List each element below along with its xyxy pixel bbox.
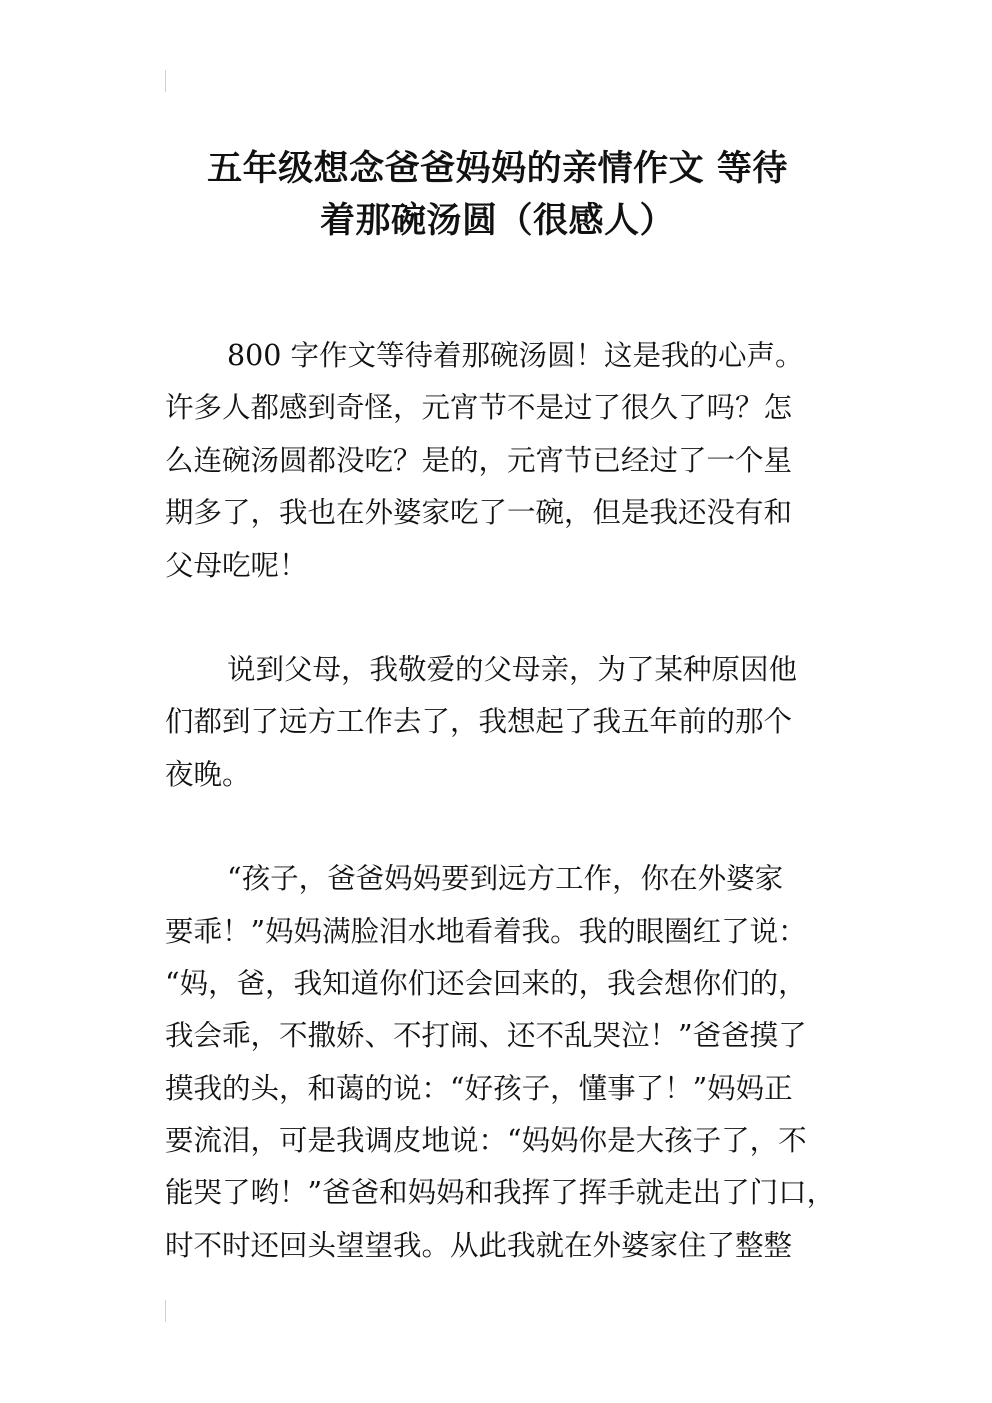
text-line: 么连碗汤圆都没吃？是的，元宵节已经过了一个星: [165, 443, 793, 477]
text-line: 要流泪，可是我调皮地说：“妈妈你是大孩子了，不: [165, 1124, 807, 1158]
text-line: 要乖！”妈妈满脸泪水地看着我。我的眼圈红了说：: [165, 914, 807, 948]
document-title: [165, 143, 830, 247]
title-line: 五年级想念爸爸妈妈的亲情作文 等待: [207, 149, 788, 190]
text-line: 800 字作文等待着那碗汤圆！这是我的心声。: [227, 339, 804, 372]
paragraph-1: [165, 330, 830, 592]
text-line: 说到父母，我敬爱的父母亲，为了某种原因他: [227, 652, 798, 686]
paragraph-2: [165, 644, 830, 801]
margin-mark-top: [165, 70, 166, 92]
text-line: 时不时还回头望望我。从此我就在外婆家住了整整: [165, 1228, 793, 1262]
text-line: 摸我的头，和蔼的说：“好孩子，懂事了！”妈妈正: [165, 1071, 793, 1105]
text-line: “孩子，爸爸妈妈要到远方工作，你在外婆家: [227, 862, 784, 896]
text-line: 父母吃呢！: [165, 548, 308, 582]
text-line: 们都到了远方工作去了，我想起了我五年前的那个: [165, 705, 793, 739]
document-body: [165, 330, 836, 1324]
title-line: 着那碗汤圆（很感人）: [319, 201, 675, 242]
paragraph-3: [165, 853, 836, 1272]
text-line: 期多了，我也在外婆家吃了一碗，但是我还没有和: [165, 496, 793, 530]
text-line: 能哭了哟！”爸爸和妈妈和我挥了挥手就走出了门口，: [165, 1176, 836, 1210]
text-line: “妈，爸，我知道你们还会回来的，我会想你们的，: [165, 966, 807, 1000]
text-line: 夜晚。: [165, 757, 251, 791]
text-line: 我会乖，不撒娇、不打闹、还不乱哭泣！”爸爸摸了: [165, 1019, 807, 1053]
text-line: 许多人都感到奇怪，元宵节不是过了很久了吗？怎: [165, 391, 793, 425]
